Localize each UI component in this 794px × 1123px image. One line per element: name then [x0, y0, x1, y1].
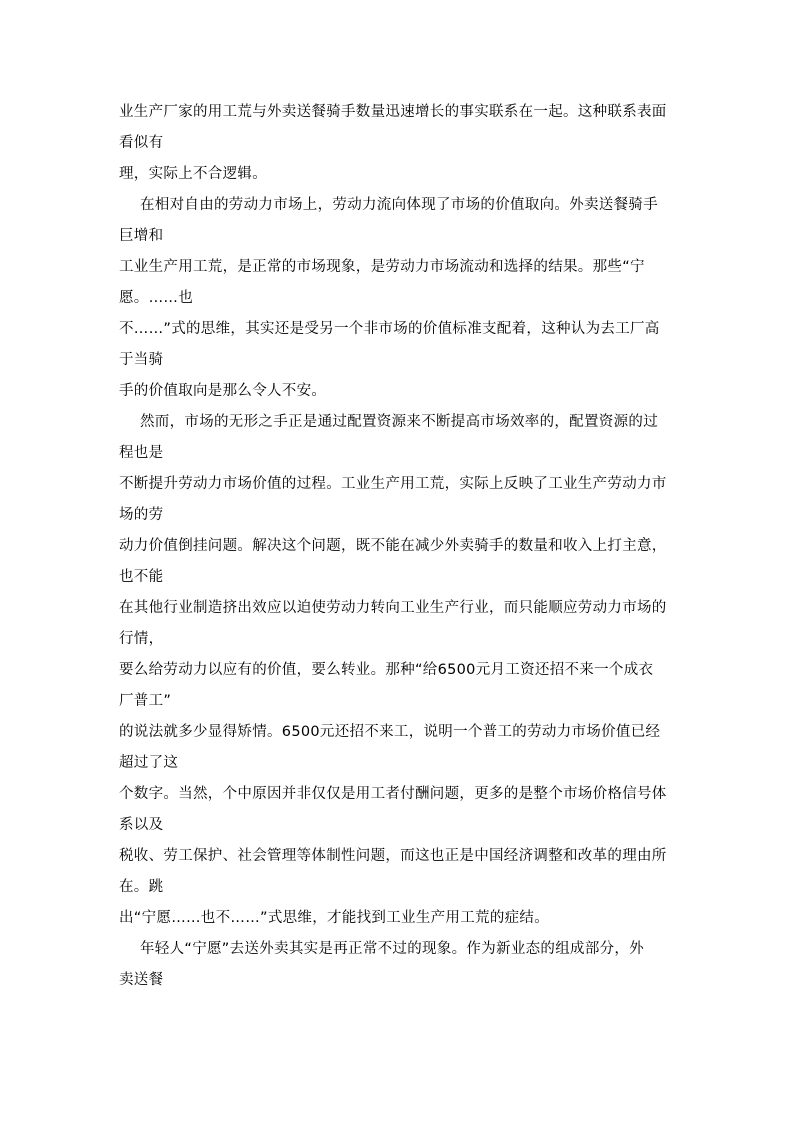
text-line: 出“宁愿……也不……”式思维，才能找到工业生产用工荒的症结。 [119, 910, 550, 926]
paragraph-start-line: 年轻人“宁愿”去送外卖其实是再正常不过的现象。作为新业态的组成部分，外 [140, 941, 645, 957]
text-line: 在。跳 [119, 879, 164, 895]
text-line: 税收、劳工保护、社会管理等体制性问题，而这也正是中国经济调整和改革的理由所 [119, 848, 667, 864]
text-line: 动力价值倒挂问题。解决这个问题，既不能在减少外卖骑手的数量和收入上打主意， [119, 538, 667, 554]
text-line: 个数字。当然，个中原因并非仅仅是用工者付酬问题，更多的是整个市场价格信号体 [119, 786, 667, 802]
text-line: 程也是 [119, 445, 164, 461]
text-line: 行情， [119, 631, 164, 647]
text-line: 要么给劳动力以应有的价值，要么转业。那种“给6500元月工资还招不来一个成衣 [119, 662, 654, 678]
text-line: 的说法就多少显得矫情。6500元还招不来工，说明一个普工的劳动力市场价值已经 [119, 724, 661, 740]
text-line: 在其他行业制造挤出效应以迫使劳动力转向工业生产行业，而只能顺应劳动力市场的 [119, 600, 667, 616]
text-line: 业生产厂家的用工荒与外卖送餐骑手数量迅速增长的事实联系在一起。这种联系表面 [119, 104, 667, 120]
text-line: 也不能 [119, 569, 164, 585]
text-line: 巨增和 [119, 228, 164, 244]
text-line: 场的劳 [119, 507, 164, 523]
text-line: 厂普工” [119, 693, 172, 709]
text-line: 看似有 [119, 135, 164, 151]
paragraph-start-line: 然而，市场的无形之手正是通过配置资源来不断提高市场效率的，配置资源的过 [140, 414, 658, 430]
text-line: 理，实际上不合逻辑。 [119, 166, 267, 182]
paragraph-start-line: 在相对自由的劳动力市场上，劳动力流向体现了市场的价值取向。外卖送餐骑手 [140, 197, 658, 213]
text-line: 愿。……也 [119, 290, 193, 306]
text-line: 卖送餐 [119, 972, 164, 988]
text-line: 手的价值取向是那么令人不安。 [119, 383, 327, 399]
text-line: 于当骑 [119, 352, 164, 368]
text-line: 系以及 [119, 817, 164, 833]
text-line: 超过了这 [119, 755, 179, 771]
text-line: 不断提升劳动力市场价值的过程。工业生产用工荒，实际上反映了工业生产劳动力市 [119, 476, 667, 492]
text-line: 不……”式的思维，其实还是受另一个非市场的价值标准支配着，这种认为去工厂高 [119, 321, 660, 337]
text-line: 工业生产用工荒，是正常的市场现象，是劳动力市场流动和选择的结果。那些“宁 [119, 259, 645, 275]
